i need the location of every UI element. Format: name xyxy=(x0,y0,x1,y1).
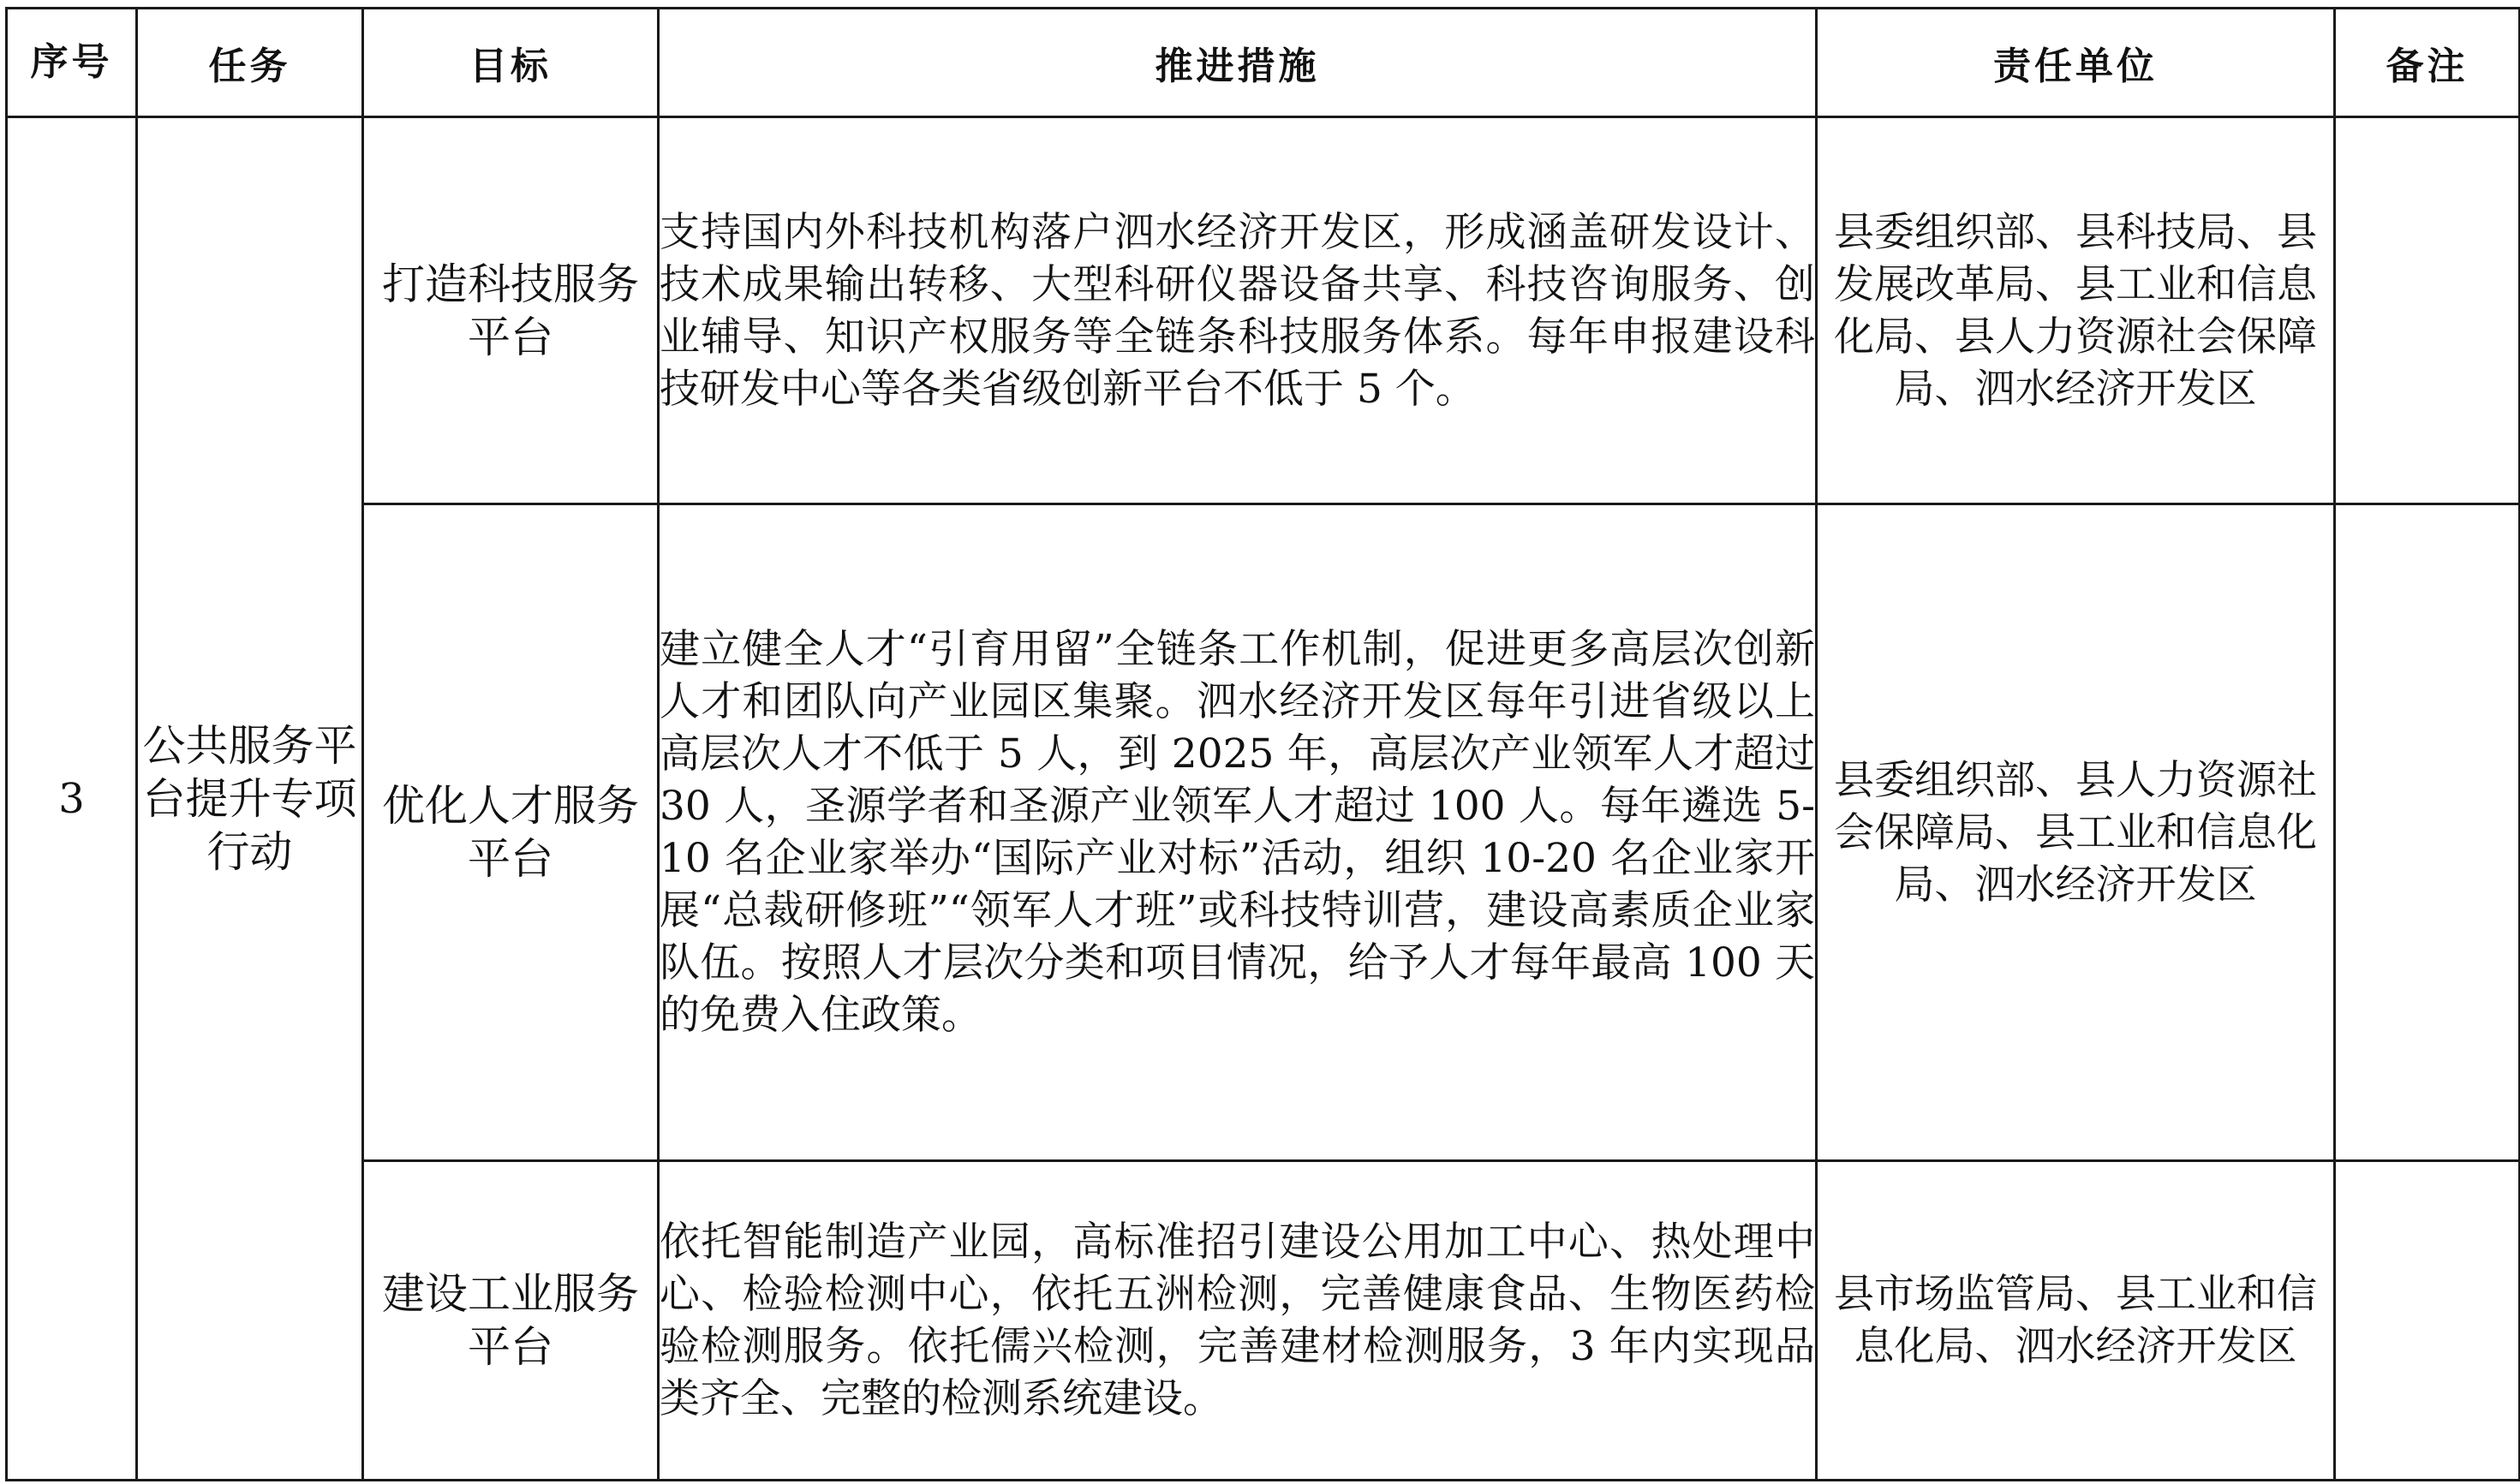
unit-cell: 县委组织部、县科技局、县发展改革局、县工业和信息化局、县人力资源社会保障局、泗水经济开发区 xyxy=(1817,117,2335,504)
header-task: 任务 xyxy=(137,9,363,117)
goal-cell: 建设工业服务平台 xyxy=(363,1161,659,1481)
header-measures: 推进措施 xyxy=(659,9,1817,117)
goal-cell: 优化人才服务平台 xyxy=(363,504,659,1161)
note-cell xyxy=(2335,117,2520,504)
table-row xyxy=(7,1161,2520,1481)
action-plan-table xyxy=(5,7,2520,1481)
header-row xyxy=(7,9,2520,117)
unit-cell: 县市场监管局、县工业和信息化局、泗水经济开发区 xyxy=(1817,1161,2335,1481)
unit-cell: 县委组织部、县人力资源社会保障局、县工业和信息化局、泗水经济开发区 xyxy=(1817,504,2335,1161)
task-cell: 公共服务平台提升专项行动 xyxy=(137,117,363,1481)
seq-cell: 3 xyxy=(7,117,137,1481)
header-note: 备注 xyxy=(2335,9,2520,117)
measures-cell: 依托智能制造产业园，高标准招引建设公用加工中心、热处理中心、检验检测中心，依托五洲检测，完善健康食品、生物医药检验检测服务。依托儒兴检测，完善建材检测服务，3 年内实现品类齐全、完整的检测系统建设。 xyxy=(659,1161,1817,1481)
header-goal: 目标 xyxy=(363,9,659,117)
table-row xyxy=(7,117,2520,504)
table-row xyxy=(7,504,2520,1161)
goal-cell: 打造科技服务平台 xyxy=(363,117,659,504)
header-unit: 责任单位 xyxy=(1817,9,2335,117)
header-seq: 序号 xyxy=(7,9,137,117)
measures-cell: 建立健全人才“引育用留”全链条工作机制，促进更多高层次创新人才和团队向产业园区集聚。泗水经济开发区每年引进省级以上高层次人才不低于 5 人，到 2025 年，高层次产业领军人才超过 30 人，圣源学者和圣源产业领军人才超过 100 人。每年遴选 5-10 名企业家举办“国际产业对标”活动，组织 10-20 名企业家开展“总裁研修班”“领军人才班”或科技特训营，建设高素质企业家队伍。按照人才层次分类和项目情况，给予人才每年最高 100 天的免费入住政策。 xyxy=(659,504,1817,1161)
measures-cell: 支持国内外科技机构落户泗水经济开发区，形成涵盖研发设计、技术成果输出转移、大型科研仪器设备共享、科技咨询服务、创业辅导、知识产权服务等全链条科技服务体系。每年申报建设科技研发中心等各类省级创新平台不低于 5 个。 xyxy=(659,117,1817,504)
note-cell xyxy=(2335,1161,2520,1481)
note-cell xyxy=(2335,504,2520,1161)
